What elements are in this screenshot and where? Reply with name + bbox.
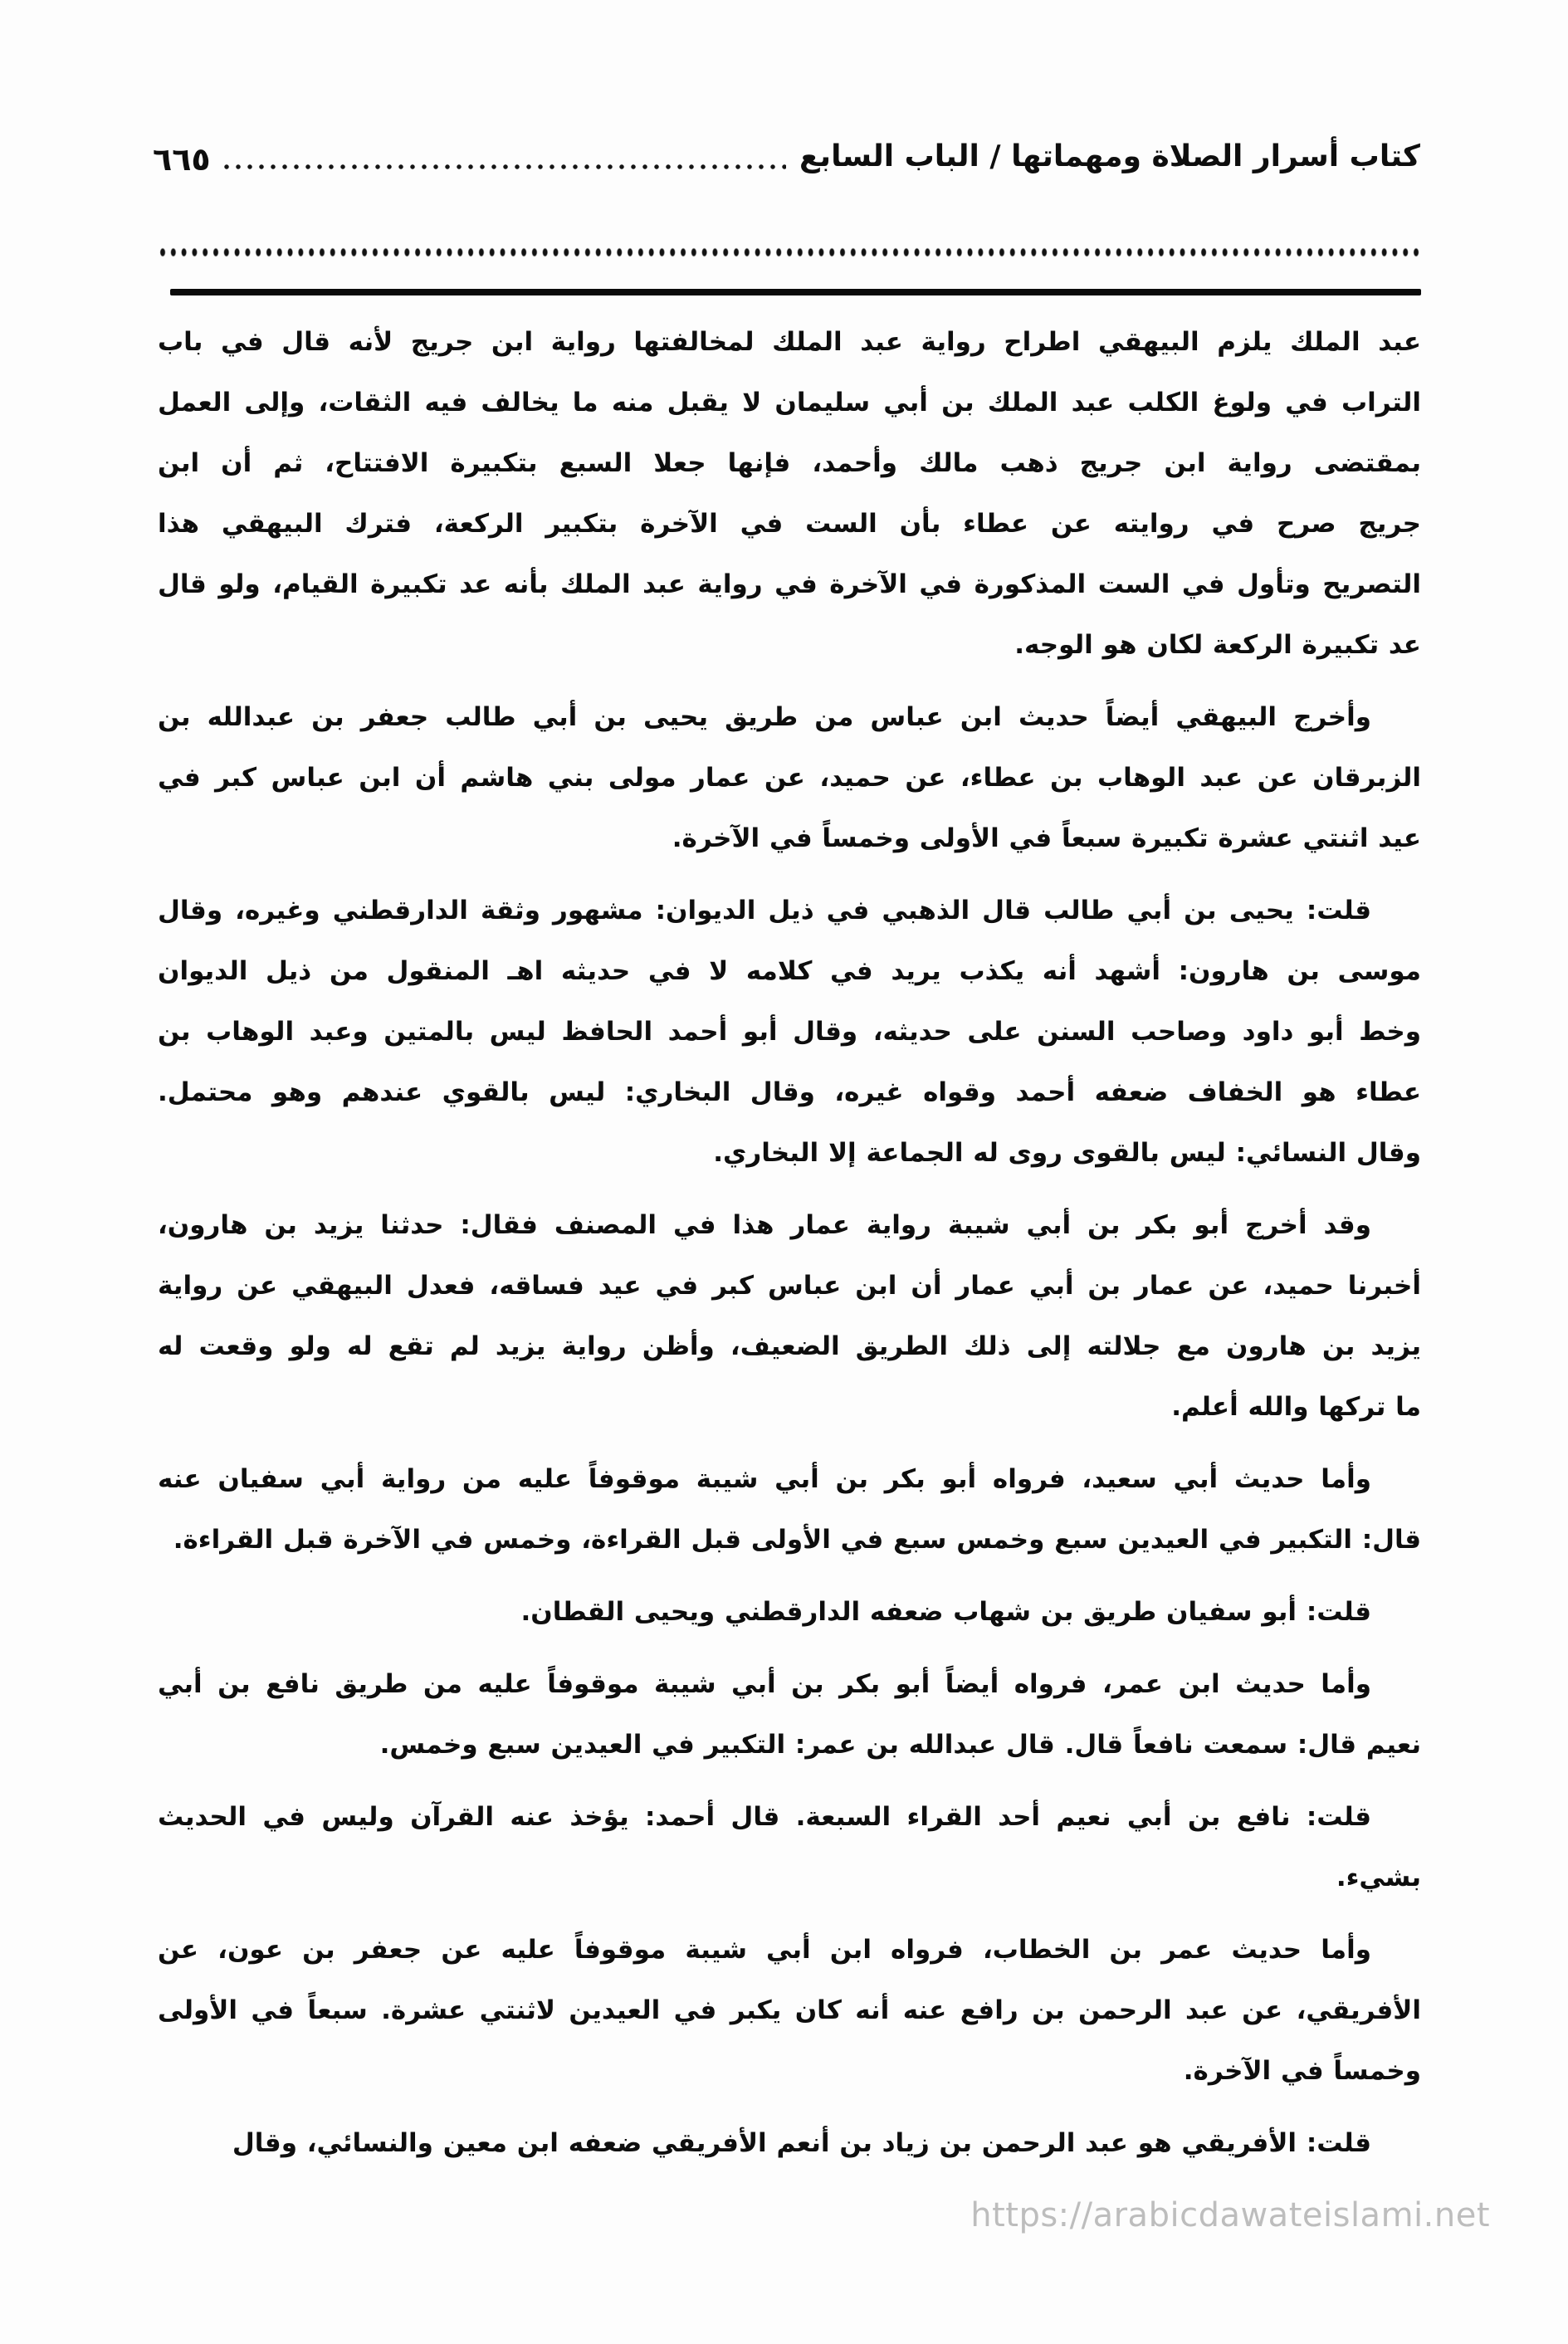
text-line: جريج صرح في روايته عن عطاء بأن الست في الآخرة بتكبير الركعة، فترك البيهقي هذا [158,509,1421,539]
text-line: قلت: أبو سفيان طريق بن شهاب ضعفه الدارقطني ويحيى القطان. [520,1597,1371,1627]
text-line: عبد الملك يلزم البيهقي اطراح رواية عبد الملك لمخالفتها رواية ابن جريج لأنه قال في باب [158,327,1421,357]
solid-rule [170,289,1421,295]
page-header [153,131,1420,182]
dotted-leader [221,162,786,172]
text-line: الأفريقي، عن عبد الرحمن بن رافع عنه أنه كان يكبر في العيدين لاثنتي عشرة. سبعاً في الأولى [158,1995,1421,2025]
text-line: قال: التكبير في العيدين سبع وخمس سبع في الأولى قبل القراءة، وخمس في الآخرة قبل القراءة. [173,1525,1421,1555]
text-line: التراب في ولوغ الكلب عبد الملك بن أبي سليمان لا يقبل منه ما يخالف فيه الثقات، وإلى العمل [158,388,1421,418]
text-line: التصريح وتأول في الست المذكورة في الآخرة في رواية عبد الملك بأنه عد تكبيرة القيام، ولو قال [158,569,1421,599]
text-line: ما تركها والله أعلم. [1171,1392,1421,1422]
paragraph [158,2113,1421,2174]
text-line: بمقتضى رواية ابن جريج ذهب مالك وأحمد، فإنها جعلا السبع بتكبيرة الافتتاح، ثم أن ابن [158,448,1421,478]
text-line: يزيد بن هارون مع جلالته إلى ذلك الطريق الضعيف، وأظن رواية يزيد لم تقع له ولو وقعت له [158,1331,1421,1361]
page-body [158,312,1421,2185]
page-number: ٦٦٥ [153,141,211,178]
text-line: عد تكبيرة الركعة لكان هو الوجه. [1014,630,1421,660]
paragraph [158,1787,1421,1908]
text-line: وخط أبو داود وصاحب السنن على حديثه، وقال أبو أحمد الحافظ ليس بالمتين وعبد الوهاب بن [158,1017,1421,1047]
text-line: أخبرنا حميد، عن عمار بن أبي عمار أن ابن عباس كبر في عيد فساقه، فعدل البيهقي عن رواية [158,1271,1421,1301]
paragraph [158,1654,1421,1775]
paragraph [158,687,1421,869]
text-line: نعيم قال: سمعت نافعاً قال. قال عبدالله بن عمر: التكبير في العيدين سبع وخمس. [379,1730,1421,1760]
text-line: قلت: يحيى بن أبي طالب قال الذهبي في ذيل الديوان: مشهور وثقة الدارقطني وغيره، وقال [158,896,1371,925]
text-line: وخمساً في الآخرة. [1183,2056,1421,2086]
page-title: كتاب أسرار الصلاة ومهماتها / الباب السابع [799,139,1420,173]
paragraph [158,1195,1421,1438]
text-line: وأما حديث ابن عمر، فرواه أيضاً أبو بكر بن أبي شيبة موقوفاً عليه من طريق نافع بن أبي [158,1669,1371,1699]
paragraph [158,881,1421,1184]
paragraph [158,1582,1421,1643]
watermark-url: https://arabicdawateislami.net [970,2196,1490,2234]
text-line: موسى بن هارون: أشهد أنه يكذب يريد في كلامه لا في حديثه اهـ المنقول من ذيل الديوان [158,956,1421,986]
paragraph [158,1920,1421,2102]
text-line: عطاء هو الخفاف ضعفه أحمد وقواه غيره، وقال البخاري: ليس بالقوي عندهم وهو محتمل. [158,1077,1421,1107]
text-line: وقد أخرج أبو بكر بن أبي شيبة رواية عمار هذا في المصنف فقال: حدثنا يزيد بن هارون، [158,1210,1371,1240]
text-line: وقال النسائي: ليس بالقوى روى له الجماعة إلا البخاري. [713,1138,1421,1168]
text-line: بشيء. [1336,1863,1421,1892]
text-line: عيد اثنتي عشرة تكبيرة سبعاً في الأولى وخمساً في الآخرة. [672,823,1421,853]
paragraph [158,1449,1421,1570]
text-line: الزبرقان عن عبد الوهاب بن عطاء، عن حميد، عن عمار مولى بني هاشم أن ابن عباس كبر في [158,763,1421,793]
text-line: وأما حديث أبي سعيد، فرواه أبو بكر بن أبي شيبة موقوفاً عليه من رواية أبي سفيان عنه [158,1464,1371,1494]
text-line: وأما حديث عمر بن الخطاب، فرواه ابن أبي شيبة موقوفاً عليه عن جعفر بن عون، عن [158,1935,1371,1965]
paragraph [158,312,1421,676]
text-line: قلت: الأفريقي هو عبد الرحمن بن زياد بن أنعم الأفريقي ضعفه ابن معين والنسائي، وقال [232,2128,1371,2158]
dotted-rule [158,247,1421,258]
text-line: وأخرج البيهقي أيضاً حديث ابن عباس من طريق يحيى بن أبي طالب جعفر بن عبدالله بن [158,702,1371,732]
text-line: قلت: نافع بن أبي نعيم أحد القراء السبعة. قال أحمد: يؤخذ عنه القرآن وليس في الحديث [158,1802,1371,1832]
